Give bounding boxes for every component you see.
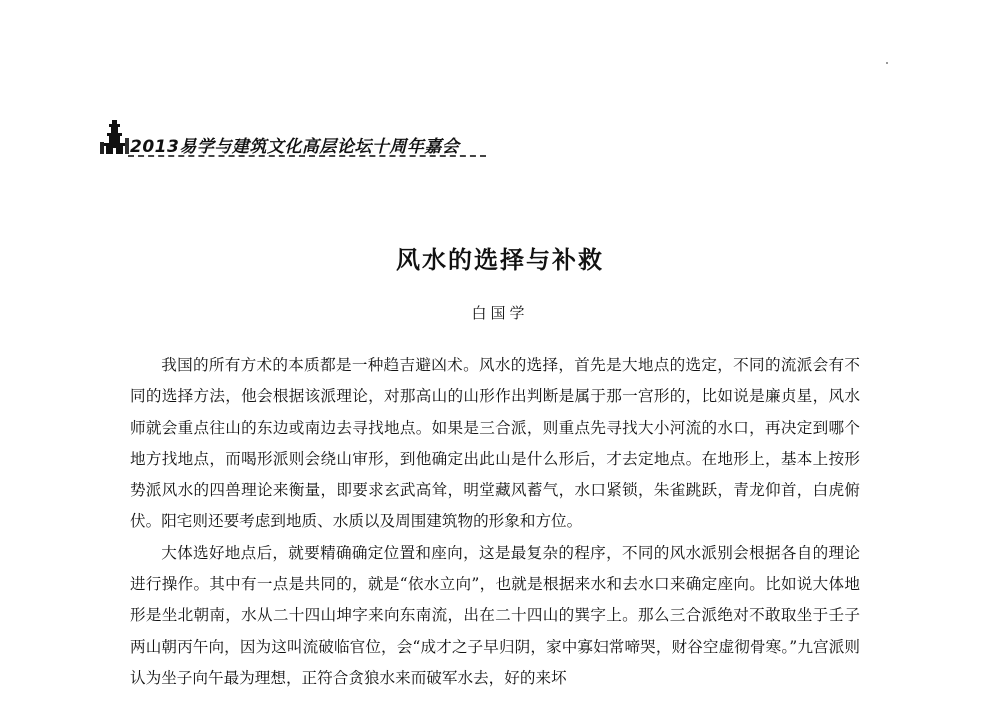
article-author: 白国学	[471, 304, 529, 322]
running-header-title: 2013易学与建筑文化高层论坛十周年嘉会	[130, 137, 460, 157]
header-divider	[128, 155, 486, 157]
paragraph: 我国的所有方术的本质都是一种趋吉避凶术。风水的选择，首先是大地点的选定，不同的流派会有不同的选择方法，他会根据该派理论，对那高山的山形作出判断是属于那一宫形的，比如说是廉贞星，风水师就会重点往山的东边或南边去寻找地点。如果是三合派，则重点先寻找大小河流的水口，再决定到哪个地方找地点，而喝形派则会绕山审形，到他确定出此山是什么形后，才去定地点。在地形上，基本上按形势派风水的四兽理论来衡量，即要求玄武高耸，明堂藏风蓄气，水口紧锁，朱雀跳跃，青龙仰首，白虎俯伏。阳宅则还要考虑到地质、水质以及周围建筑物的形象和方位。	[130, 356, 860, 531]
paragraph: 大体选好地点后，就要精确确定位置和座向，这是最复杂的程序，不同的风水派别会根据各自的理论进行操作。其中有一点是共同的，就是“依水立向”，也就是根据来水和去水口来确定座向。比如说大体地形是坐北朝南，水从二十四山坤字来向东南流，出在二十四山的巽字上。那么三合派绝对不敢取坐于壬子两山朝丙午向，因为这叫流破临官位，会“成才之子早归阴，家中寡妇常啼哭，财谷空虚彻骨寒。”九宫派则认为坐子向午最为理想，正符合贪狼水来而破军水去，好的来坏	[130, 543, 860, 687]
scan-speck	[886, 62, 888, 64]
article-body	[130, 350, 860, 694]
article-title: 风水的选择与补救	[396, 245, 604, 274]
pagoda-logo-icon	[100, 118, 130, 156]
running-header	[100, 118, 490, 158]
